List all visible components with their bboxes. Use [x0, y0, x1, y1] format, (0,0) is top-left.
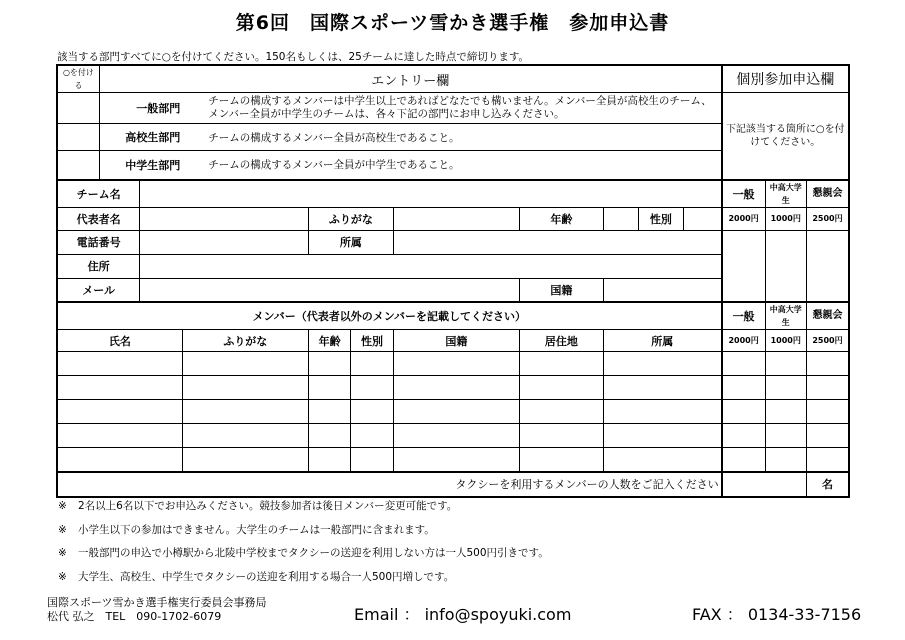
- rep-age-label: 年齢: [519, 207, 603, 230]
- member-fee-social-mark[interactable]: [806, 448, 849, 472]
- mail-label: メール: [57, 278, 140, 302]
- mark-cell-highschool[interactable]: [57, 124, 99, 151]
- rep-gender-label: 性別: [639, 207, 683, 230]
- fee-general-price: 2000円: [722, 207, 765, 230]
- team-name-label: チーム名: [57, 180, 140, 208]
- member-gender-field[interactable]: [351, 352, 393, 376]
- member-age-field[interactable]: [308, 352, 350, 376]
- col-gender: 性別: [351, 330, 393, 352]
- member-row: [57, 448, 849, 472]
- member-fee-general-label: 一般: [722, 302, 765, 330]
- member-furigana-field[interactable]: [182, 376, 308, 400]
- division-highschool-desc: チームの構成するメンバー全員が高校生であること。: [182, 124, 721, 151]
- mark-cell-juniorhigh[interactable]: [57, 151, 99, 180]
- fee-student-price: 1000円: [765, 207, 806, 230]
- contact-fax: FAX ： 0134-33-7156: [692, 605, 862, 624]
- organizer-info: [47, 596, 267, 624]
- affiliation-label: 所属: [308, 230, 393, 254]
- member-residence-field[interactable]: [519, 352, 603, 376]
- member-furigana-field[interactable]: [182, 424, 308, 448]
- member-fee-student-price: 1000円: [765, 330, 806, 352]
- rep-gender-field[interactable]: [683, 207, 722, 230]
- note-text: 一般部門の申込で小樽駅から北陵中学校までタクシーの送迎を利用しない方は一人500円引きです。: [78, 547, 549, 559]
- organizer-contact: 松代 弘之 TEL 090-1702-6079: [47, 610, 222, 623]
- member-furigana-field[interactable]: [182, 352, 308, 376]
- rep-furigana-label: ふりがな: [308, 207, 393, 230]
- taxi-label: タクシーを利用するメンバーの人数をご記入ください: [57, 472, 722, 497]
- nationality-label: 国籍: [519, 278, 603, 302]
- member-fee-social-mark[interactable]: [806, 400, 849, 424]
- fee-social-label: 懇親会: [806, 180, 849, 208]
- note-text: 大学生、高校生、中学生でタクシーの送迎を利用する場合一人500円増しです。: [78, 570, 455, 583]
- member-affiliation-field[interactable]: [603, 400, 721, 424]
- member-affiliation-field[interactable]: [603, 448, 721, 472]
- member-affiliation-field[interactable]: [603, 424, 721, 448]
- member-furigana-field[interactable]: [182, 448, 308, 472]
- rep-furigana-field[interactable]: [393, 207, 519, 230]
- individual-note: 下記該当する箇所に○を付けてください。: [722, 93, 849, 180]
- member-nationality-field[interactable]: [393, 352, 519, 376]
- entry-header: エントリー欄: [99, 65, 721, 93]
- division-general-desc: チームの構成するメンバーは中学生以上であればどなたでも構いません。メンバー全員が高校生のチーム、メンバー全員が中学生のチームは、各々下記の部門にお申し込みください。: [182, 93, 721, 124]
- member-fee-social-mark[interactable]: [806, 424, 849, 448]
- member-residence-field[interactable]: [519, 376, 603, 400]
- col-residence: 居住地: [519, 330, 603, 352]
- division-highschool-name: 高校生部門: [99, 124, 182, 151]
- address-field[interactable]: [140, 254, 722, 278]
- note-mark: ※: [58, 570, 67, 583]
- note-item: [58, 545, 549, 569]
- individual-header: 個別参加申込欄: [722, 65, 849, 93]
- member-nationality-field[interactable]: [393, 400, 519, 424]
- mail-field[interactable]: [140, 278, 520, 302]
- phone-field[interactable]: [140, 230, 309, 254]
- col-name: 氏名: [57, 330, 182, 352]
- note-item: [58, 522, 549, 546]
- member-fee-general-price: 2000円: [722, 330, 765, 352]
- member-row: [57, 400, 849, 424]
- member-furigana-field[interactable]: [182, 400, 308, 424]
- rep-age-field[interactable]: [603, 207, 638, 230]
- member-gender-field[interactable]: [351, 400, 393, 424]
- note-text: 2名以上6名以下でお申込みください。競技参加者は後日メンバー変更可能です。: [78, 500, 458, 512]
- address-label: 住所: [57, 254, 140, 278]
- member-fee-general-mark[interactable]: [722, 448, 765, 472]
- division-juniorhigh-desc: チームの構成するメンバー全員が中学生であること。: [182, 151, 721, 180]
- page-title: 第6回 国際スポーツ雪かき選手権 参加申込書: [235, 12, 670, 34]
- member-age-field[interactable]: [308, 400, 350, 424]
- col-affiliation: 所属: [603, 330, 721, 352]
- member-fee-social-mark[interactable]: [806, 376, 849, 400]
- member-affiliation-field[interactable]: [603, 352, 721, 376]
- note-mark: ※: [58, 547, 67, 559]
- col-age: 年齢: [308, 330, 350, 352]
- application-form: [56, 64, 850, 498]
- member-name-field[interactable]: [57, 400, 182, 424]
- member-gender-field[interactable]: [351, 424, 393, 448]
- member-residence-field[interactable]: [519, 424, 603, 448]
- member-row: [57, 352, 849, 376]
- note-item: [58, 569, 549, 593]
- fee-student-label: 中高大学生: [765, 180, 806, 208]
- member-gender-field[interactable]: [351, 376, 393, 400]
- rep-name-field[interactable]: [140, 207, 309, 230]
- member-fee-general-mark[interactable]: [722, 352, 765, 376]
- rep-fee-social-mark[interactable]: [806, 230, 849, 302]
- col-furigana: ふりがな: [182, 330, 308, 352]
- phone-label: 電話番号: [57, 230, 140, 254]
- member-fee-student-mark[interactable]: [765, 424, 806, 448]
- note-mark: ※: [58, 500, 67, 512]
- member-fee-student-mark[interactable]: [765, 448, 806, 472]
- nationality-field[interactable]: [603, 278, 721, 302]
- member-fee-student-mark[interactable]: [765, 376, 806, 400]
- member-fee-social-mark[interactable]: [806, 352, 849, 376]
- organizer-name: 国際スポーツ雪かき選手権実行委員会事務局: [47, 596, 267, 609]
- member-fee-social-label: 懇親会: [806, 302, 849, 330]
- mark-header: ○を付ける: [57, 65, 99, 93]
- member-fee-general-mark[interactable]: [722, 376, 765, 400]
- contact-email: Email ： info@spoyuki.com: [354, 605, 572, 624]
- member-age-field[interactable]: [308, 448, 350, 472]
- member-residence-field[interactable]: [519, 400, 603, 424]
- mark-cell-general[interactable]: [57, 93, 99, 124]
- member-name-field[interactable]: [57, 376, 182, 400]
- taxi-count-field[interactable]: [722, 472, 807, 497]
- note-mark: ※: [58, 523, 67, 536]
- affiliation-field[interactable]: [393, 230, 721, 254]
- taxi-unit: 名: [806, 472, 849, 497]
- member-residence-field[interactable]: [519, 448, 603, 472]
- member-affiliation-field[interactable]: [603, 376, 721, 400]
- member-name-field[interactable]: [57, 424, 182, 448]
- rep-fee-student-mark[interactable]: [765, 230, 806, 302]
- member-name-field[interactable]: [57, 352, 182, 376]
- member-fee-student-label: 中高大学生: [765, 302, 806, 330]
- member-fee-general-mark[interactable]: [722, 424, 765, 448]
- team-name-field[interactable]: [140, 180, 722, 208]
- col-nationality: 国籍: [393, 330, 519, 352]
- notes-list: [58, 498, 549, 592]
- member-gender-field[interactable]: [351, 448, 393, 472]
- fee-social-price: 2500円: [806, 207, 849, 230]
- rep-fee-general-mark[interactable]: [722, 230, 765, 302]
- member-fee-student-mark[interactable]: [765, 352, 806, 376]
- intro-text: 該当する部門すべてに○を付けてください。150名もしくは、25チームに達した時点で締切ります。: [57, 51, 530, 63]
- member-fee-social-price: 2500円: [806, 330, 849, 352]
- member-row: [57, 424, 849, 448]
- division-juniorhigh-name: 中学生部門: [99, 151, 182, 180]
- member-nationality-field[interactable]: [393, 376, 519, 400]
- note-item: [58, 498, 549, 522]
- division-general-name: 一般部門: [99, 93, 182, 124]
- fee-general-label: 一般: [722, 180, 765, 208]
- member-age-field[interactable]: [308, 424, 350, 448]
- member-age-field[interactable]: [308, 376, 350, 400]
- note-text: 小学生以下の参加はできません。大学生のチームは一般部門に含まれます。: [78, 523, 435, 536]
- member-fee-student-mark[interactable]: [765, 400, 806, 424]
- member-nationality-field[interactable]: [393, 424, 519, 448]
- member-fee-general-mark[interactable]: [722, 400, 765, 424]
- member-nationality-field[interactable]: [393, 448, 519, 472]
- member-row: [57, 376, 849, 400]
- member-name-field[interactable]: [57, 448, 182, 472]
- rep-name-label: 代表者名: [57, 207, 140, 230]
- members-header: メンバー（代表者以外のメンバーを記載してください）: [57, 302, 722, 330]
